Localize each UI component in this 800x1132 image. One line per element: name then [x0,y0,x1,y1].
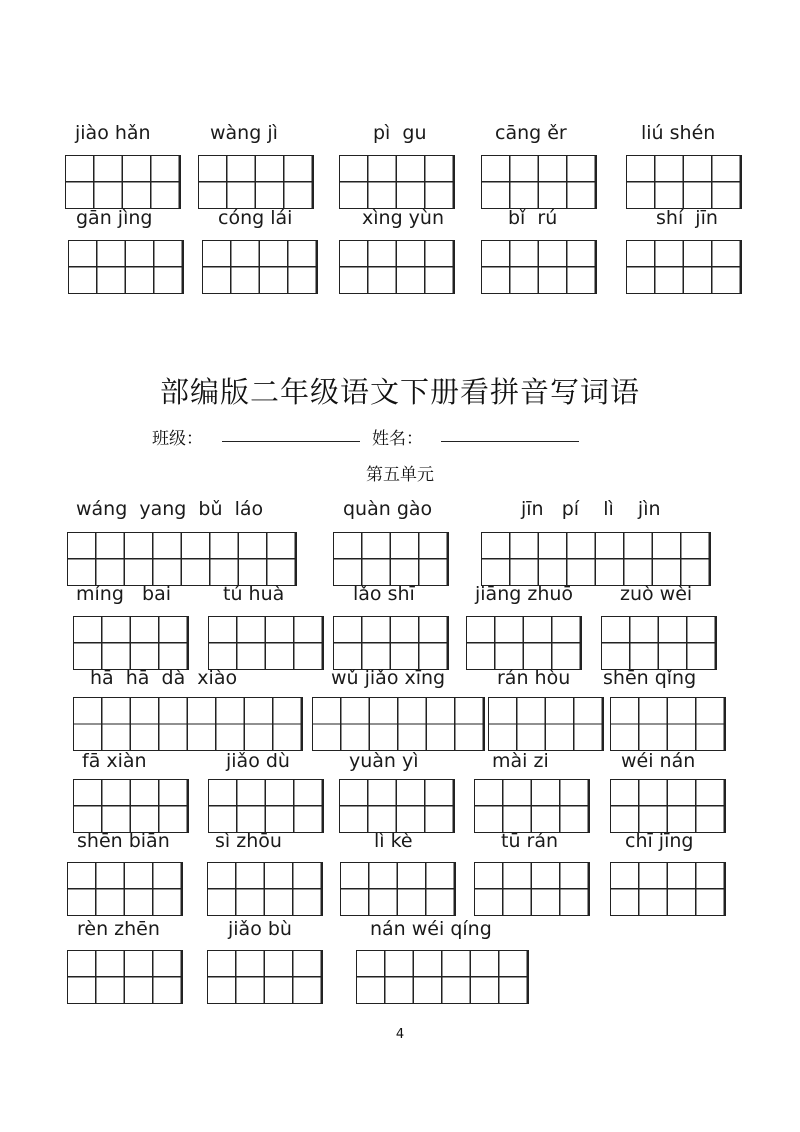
page-number: 4 [395,1027,405,1042]
pinyin-label: zuò wèi [620,583,693,605]
unit-heading: 第五单元 [366,465,434,485]
pinyin-label: nán wéi qíng [370,918,492,940]
pinyin-label: jiào hǎn [75,122,151,144]
pinyin-label: lì kè [374,830,413,852]
pinyin-label: shēn biān [77,830,170,852]
pinyin-label: jiǎo bù [228,918,292,940]
pinyin-label: tū rán [501,830,559,852]
writing-grid[interactable] [67,950,183,1004]
writing-grid[interactable] [198,155,314,209]
pinyin-label: jiāng zhuō [475,583,574,605]
pinyin-label: jīn pí lì jìn [521,498,661,520]
writing-grid[interactable] [626,240,742,294]
writing-grid[interactable] [601,616,717,670]
pinyin-label: wéi nán [621,750,696,772]
pinyin-label: shí jīn [656,207,718,229]
writing-grid[interactable] [65,155,181,209]
writing-grid[interactable] [339,155,455,209]
writing-grid[interactable] [481,532,711,586]
pinyin-label: liú shén [641,122,716,144]
pinyin-label: bǐ rú [508,207,558,229]
writing-grid[interactable] [67,532,297,586]
writing-grid[interactable] [68,240,184,294]
writing-grid[interactable] [488,697,604,751]
pinyin-label: rèn zhēn [77,918,160,940]
pinyin-label: shēn qǐng [603,667,697,689]
writing-grid[interactable] [208,616,324,670]
writing-grid[interactable] [481,240,597,294]
writing-grid[interactable] [207,950,323,1004]
pinyin-label: fā xiàn [82,750,147,772]
class-label: 班级： [152,429,203,449]
writing-grid[interactable] [339,779,455,833]
pinyin-label: cóng lái [218,207,293,229]
page-title: 部编版二年级语文下册看拼音写词语 [159,375,640,409]
pinyin-label: chī jīng [625,830,694,852]
class-blank[interactable] [222,441,360,442]
writing-grid[interactable] [333,532,449,586]
writing-grid[interactable] [474,779,590,833]
pinyin-label: mài zi [492,750,549,772]
writing-grid[interactable] [207,862,323,916]
writing-grid[interactable] [67,862,183,916]
pinyin-label: cāng ěr [495,122,567,144]
pinyin-label: lǎo shī [353,583,415,605]
pinyin-label: xìng yùn [362,207,444,229]
writing-grid[interactable] [312,697,485,751]
writing-grid[interactable] [208,779,324,833]
pinyin-label: tú huà [223,583,285,605]
name-label: 姓名： [372,429,423,449]
writing-grid[interactable] [202,240,318,294]
pinyin-label: rán hòu [497,667,571,689]
pinyin-label: gān jìng [76,207,153,229]
writing-grid[interactable] [474,862,590,916]
pinyin-label: quàn gào [343,498,433,520]
pinyin-label: sì zhōu [215,830,282,852]
pinyin-label: wáng yang bǔ láo [76,498,264,520]
pinyin-label: yuàn yì [349,750,419,772]
writing-grid[interactable] [333,616,449,670]
writing-grid[interactable] [340,862,456,916]
writing-grid[interactable] [339,240,455,294]
writing-grid[interactable] [610,779,726,833]
writing-grid[interactable] [610,697,726,751]
writing-grid[interactable] [626,155,742,209]
pinyin-label: pì gu [373,122,427,144]
writing-grid[interactable] [73,697,303,751]
pinyin-label: wàng jì [210,122,278,144]
name-blank[interactable] [441,441,579,442]
writing-grid[interactable] [481,155,597,209]
writing-grid[interactable] [73,616,189,670]
pinyin-label: wǔ jiǎo xīng [331,667,446,689]
writing-grid[interactable] [610,862,726,916]
pinyin-label: míng bai [76,583,171,605]
pinyin-label: hā hā dà xiào [90,667,238,689]
pinyin-label: jiǎo dù [226,750,290,772]
writing-grid[interactable] [356,950,529,1004]
writing-grid[interactable] [73,779,189,833]
writing-grid[interactable] [466,616,582,670]
